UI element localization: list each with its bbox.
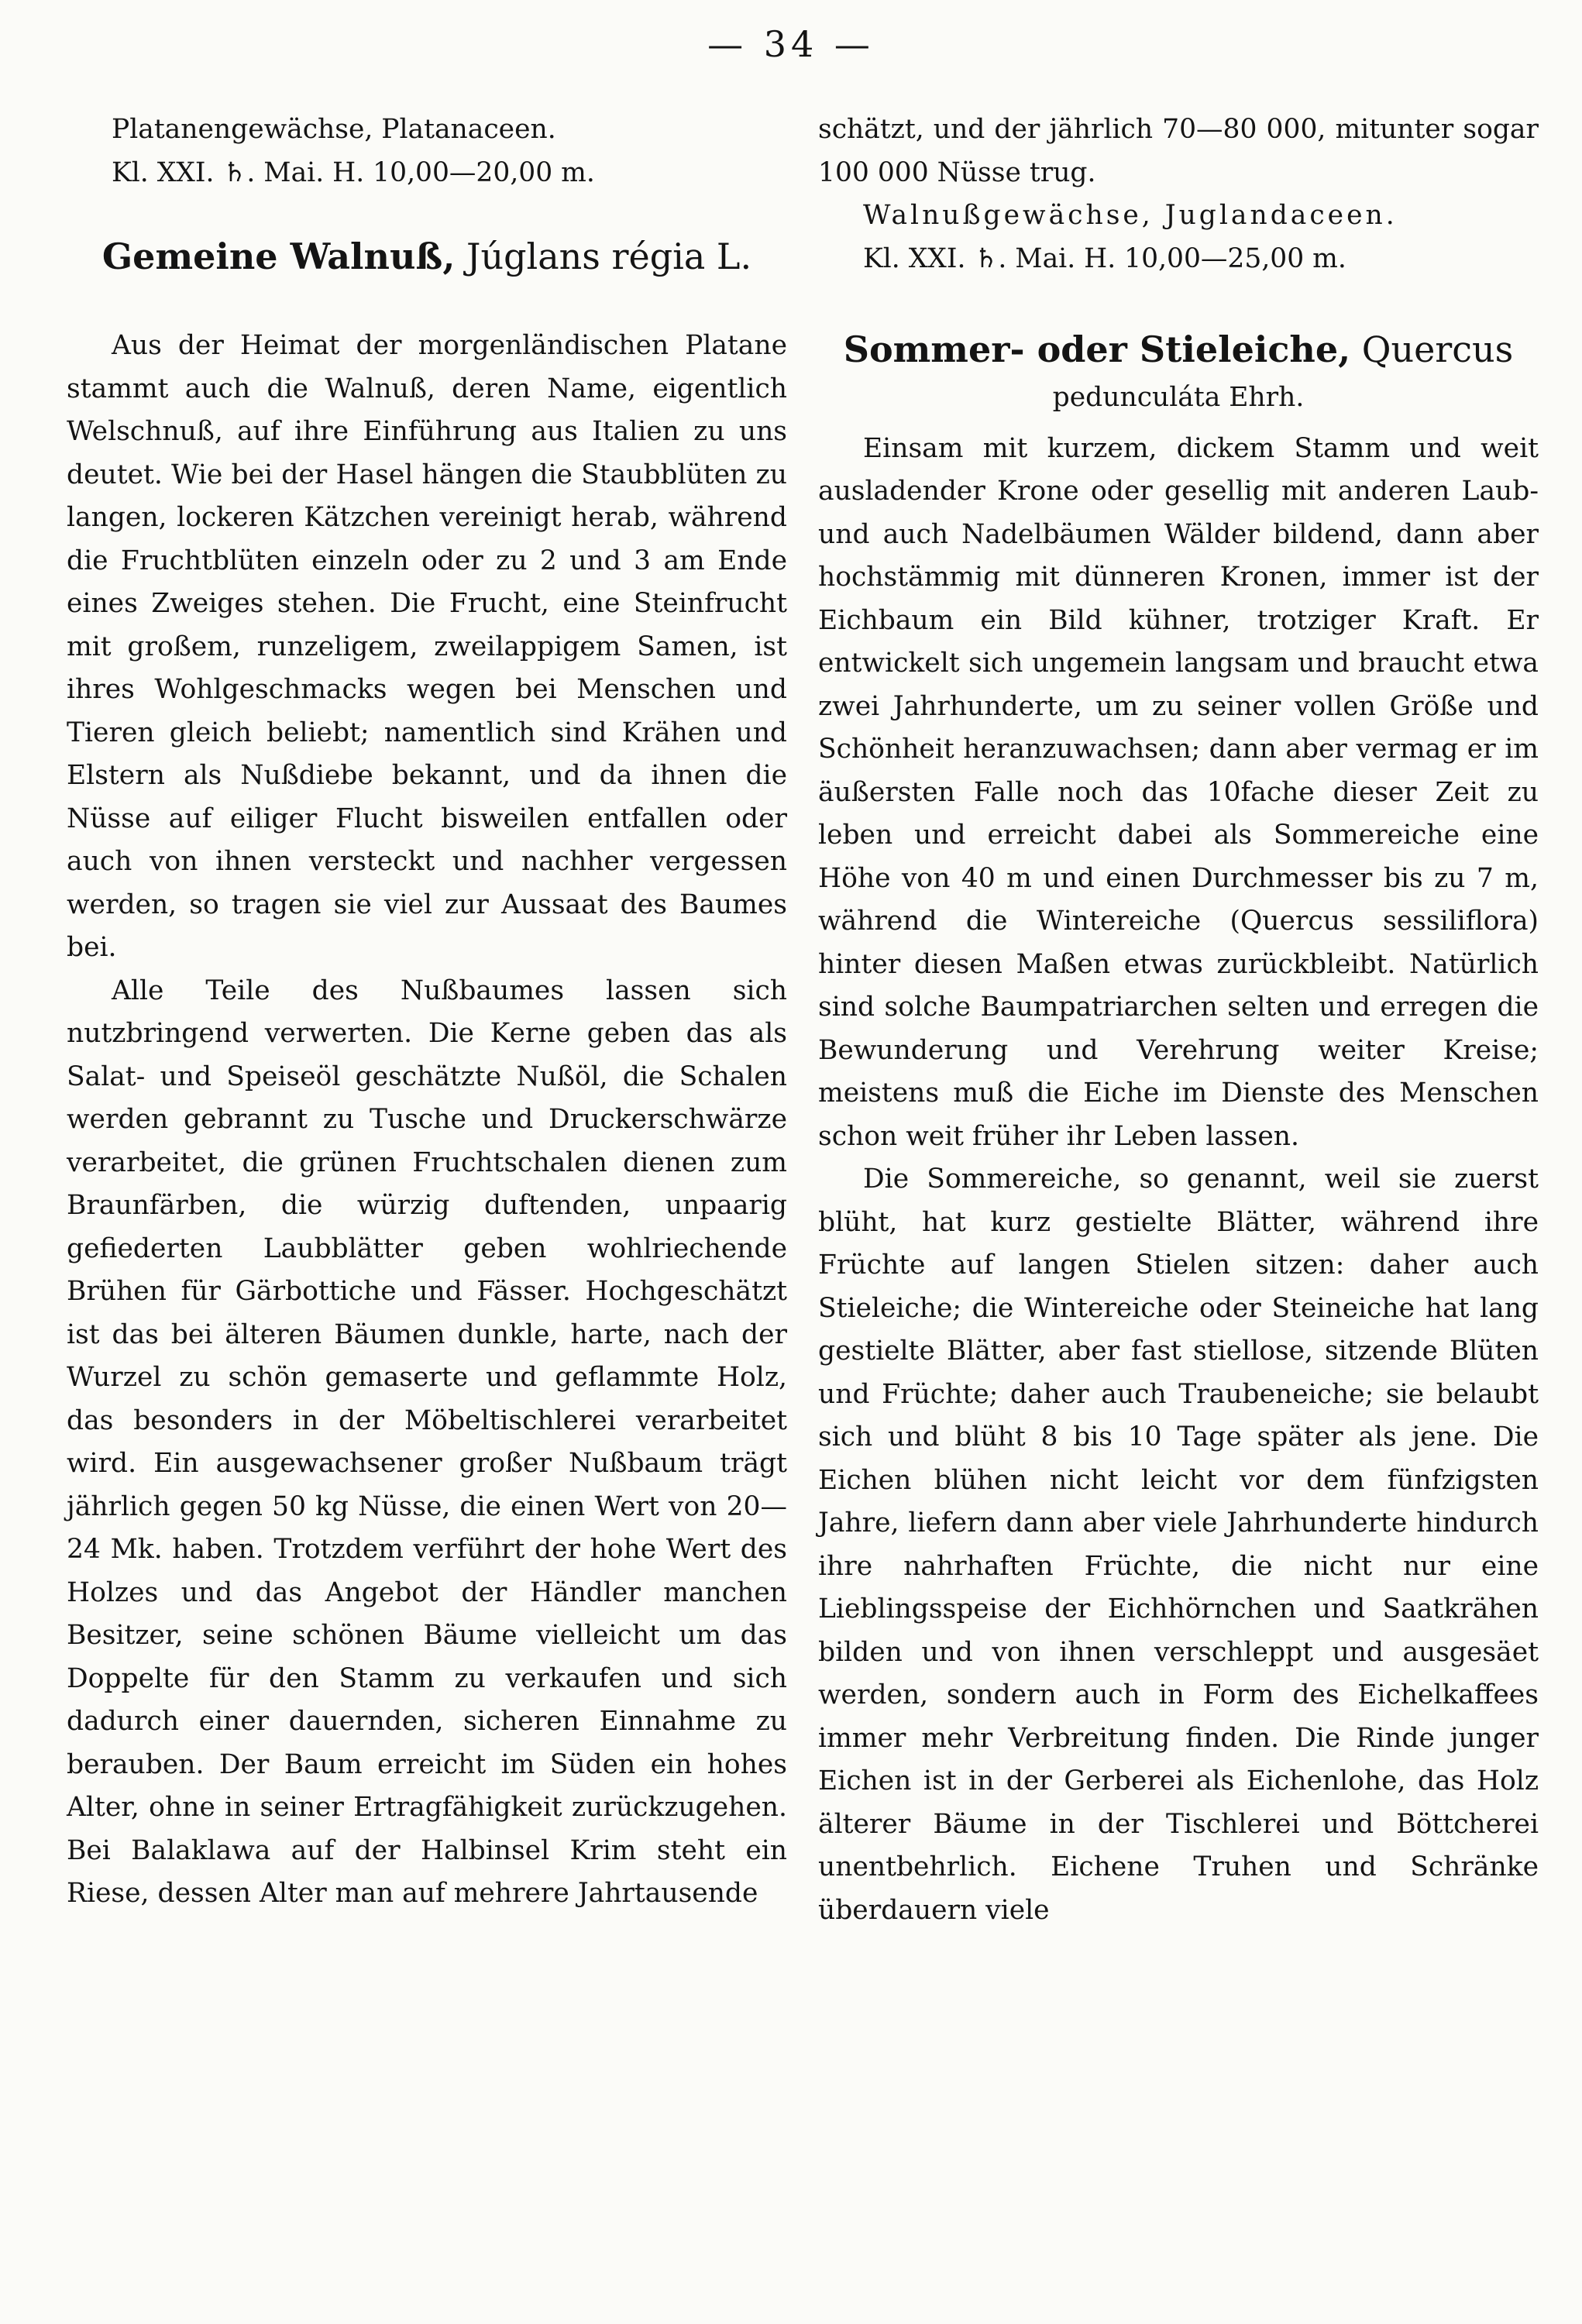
species-name: Gemeine Walnuß,: [101, 235, 456, 277]
class-line: Kl. XXI. ♄. Mai. H. 10,00—20,00 m.: [112, 156, 595, 188]
latin-name: Quercus: [1361, 328, 1514, 370]
species-heading-oak: [818, 325, 1539, 373]
left-column: [67, 108, 787, 1916]
family-line: Walnußgewächse, Juglandaceen.: [863, 200, 1398, 231]
class-line: Kl. XXI. ♄. Mai. H. 10,00—25,00 m.: [863, 242, 1346, 274]
species-name: Sommer- oder Stieleiche,: [843, 328, 1351, 370]
latin-name-continued: pedunculáta Ehrh.: [1052, 382, 1305, 413]
paragraph: Aus der Heimat der morgenländischen Platane stammt auch die Walnuß, deren Name, eigentlich Welschnuß, auf ihre Einführung aus Italien zu uns deutet. Wie bei der Hasel hängen die Staubblüten zu langen, lockeren Kätzchen vereinigt herab, während die Fruchtblüten einzeln oder zu 2 und 3 am Ende eines Zweiges stehen. Die Frucht, eine Steinfrucht mit großem, runzeligem, zweilappigem Samen, ist ihres Wohlgeschmacks wegen bei Menschen und Tieren gleich beliebt; namentlich sind Krähen und Elstern als Nußdiebe bekannt, und da ihnen die Nüsse auf eiliger Flucht bisweilen entfallen oder auch von ihnen versteckt und nachher vergessen werden, so tragen sie viel zur Aussaat des Baumes bei.: [67, 330, 787, 963]
species-heading-walnut: [67, 233, 787, 280]
paragraph: Alle Teile des Nußbaumes lassen sich nutzbringend verwerten. Die Kerne geben das als Salat- und Speiseöl geschätzte Nußöl, die Schalen werden gebrannt zu Tusche und Druckerschwärze verarbeitet, die grünen Fruchtschalen dienen zum Braunfärben, die würzig duftenden, unpaarig gefiederten Laubblätter geben wohlriechende Brühen für Gärbottiche und Fässer. Hochgeschätzt ist das bei älteren Bäumen dunkle, harte, nach der Wurzel zu schön gemaserte und geflammte Holz, das besonders in der Möbeltischlerei verarbeitet wird. Ein ausgewachsener großer Nußbaum trägt jährlich gegen 50 kg Nüsse, die einen Wert von 20—24 Mk. haben. Trotzdem verführt der hohe Wert des Holzes und das Angebot der Händler manchen Besitzer, seine schönen Bäume vielleicht um das Doppelte für den Stamm zu verkaufen und sich dadurch einer dauernden, sicheren Einnahme zu berauben. Der Baum erreicht im Süden ein hohes Alter, ohne in seiner Ertragfähigkeit zurückzugehen. Bei Balaklawa auf der Halbinsel Krim steht ein Riese, dessen Alter man auf mehrere Jahrtausende: [67, 975, 787, 1909]
paragraph: Einsam mit kurzem, dickem Stamm und weit ausladender Krone oder gesellig mit anderen Laub- und auch Nadelbäumen Wälder bildend, dann aber hochstämmig mit dünneren Kronen, immer ist der Eichbaum ein Bild kühner, trotziger Kraft. Er entwickelt sich ungemein langsam und braucht etwa zwei Jahrhunderte, um zu seiner vollen Größe und Schönheit heranzuwachsen; dann aber vermag er im äußersten Falle noch das 10fache dieser Zeit zu leben und erreicht dabei als Sommereiche eine Höhe von 40 m und einen Durchmesser bis zu 7 m, während die Wintereiche (Quercus sessiliflora) hinter diesen Maßen etwas zurückbleibt. Natürlich sind solche Baumpatriarchen selten und erregen die Bewunderung und Verehrung weiter Kreise; meistens muß die Eiche im Dienste des Menschen schon weit früher ihr Leben lassen.: [818, 432, 1539, 1152]
continuation-text: schätzt, und der jährlich 70—80 000, mitunter sogar 100 000 Nüsse trug.: [818, 114, 1539, 188]
family-line: Platanengewächse, Platanaceen.: [112, 114, 556, 145]
paragraph: Die Sommereiche, so genannt, weil sie zuerst blüht, hat kurz gestielte Blätter, während ihre Früchte auf langen Stielen sitzen: daher auch Stieleiche; die Wintereiche oder Steineiche hat lang gestielte Blätter, aber fast stiellose, sitzende Blüten und Früchte; daher auch Traubeneiche; sie belaubt sich und blüht 8 bis 10 Tage später als jene. Die Eichen blühen nicht leicht vor dem fünfzigsten Jahre, liefern dann aber viele Jahrhunderte hindurch ihre nahrhaften Früchte, die nicht nur eine Lieblingsspeise der Eichhörnchen und Saatkrähen bilden und von ihnen verschleppt und ausgesäet werden, sondern auch in Form des Eichelkaffees immer mehr Verbreitung finden. Die Rinde junger Eichen ist in der Gerberei als Eichenlohe, das Holz älterer Bäume in der Tischlerei und Böttcherei unentbehrlich. Eichene Truhen und Schränke überdauern viele: [818, 1164, 1539, 1926]
right-column: [818, 108, 1539, 1932]
latin-name: Júglans régia L.: [466, 235, 752, 277]
page-number: — 34 —: [707, 23, 875, 65]
